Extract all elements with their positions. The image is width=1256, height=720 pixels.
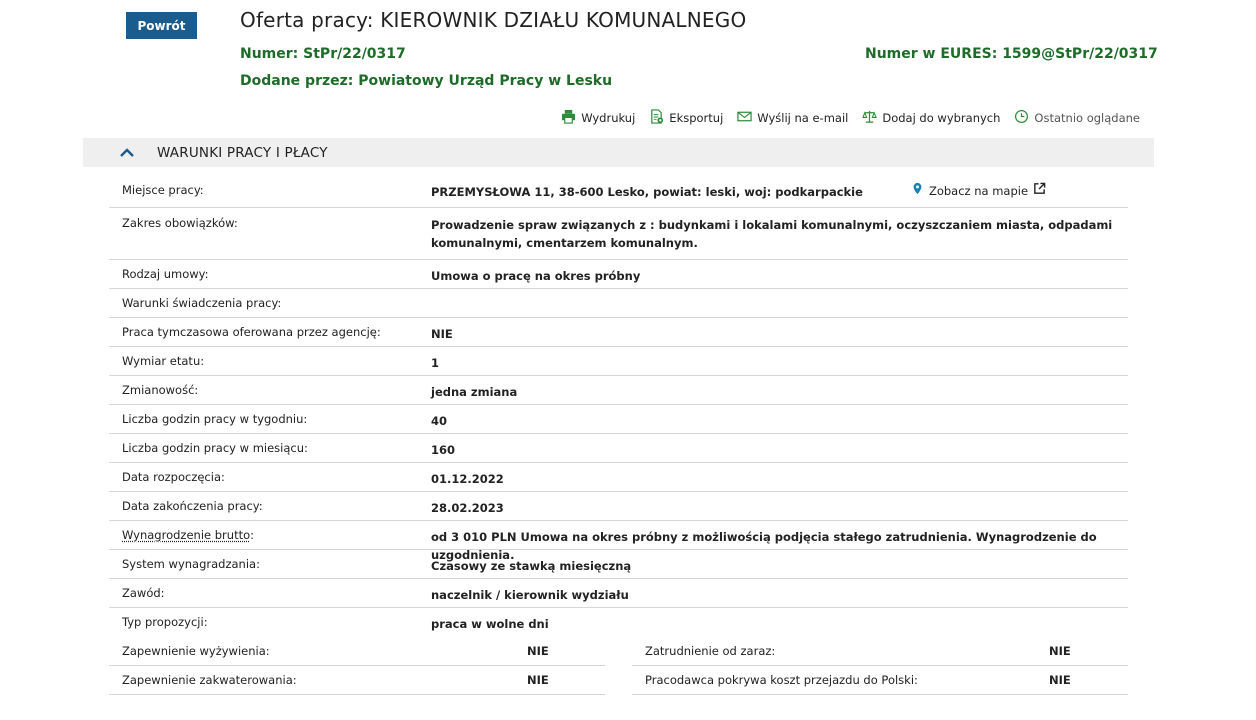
table-row <box>109 175 1128 208</box>
offer-number-value: StPr/22/0317 <box>303 46 406 62</box>
map-pin-icon <box>911 182 924 200</box>
table-row <box>109 318 1128 347</box>
email-button[interactable] <box>737 109 848 127</box>
row-label: Zapewnienie wyżywienia: <box>122 644 270 658</box>
split-row <box>109 666 1128 695</box>
recent-label: Ostatnio oglądane <box>1034 111 1140 125</box>
row-label: Typ propozycji: <box>122 615 208 629</box>
clock-icon <box>1014 109 1029 127</box>
row-value: Prowadzenie spraw związanych z : budynkami i lokalami komunalnymi, oczyszczaniem miasta, odpadami komunalnymi, cmentarzem komunalnym. <box>431 218 1113 250</box>
gross-salary-term[interactable]: Wynagrodzenie brutto <box>122 528 251 542</box>
table-row <box>109 463 1128 492</box>
row-label: Zakres obowiązków: <box>122 216 238 230</box>
row-value: 160 <box>431 443 456 457</box>
eures-number-label: Numer w EURES: <box>865 46 998 62</box>
action-toolbar <box>561 109 1140 127</box>
table-row <box>109 347 1128 376</box>
row-label: Praca tymczasowa oferowana przez agencję: <box>122 325 381 339</box>
row-value: NIE <box>527 644 549 658</box>
row-value <box>431 183 1128 201</box>
row-label: Liczba godzin pracy w tygodniu: <box>122 412 308 426</box>
back-button[interactable]: Powrót <box>126 12 197 39</box>
row-label: Liczba godzin pracy w miesiącu: <box>122 441 308 455</box>
table-row <box>109 637 605 666</box>
table-row <box>109 579 1128 608</box>
row-value: Umowa o pracę na okres próbny <box>431 269 641 283</box>
table-row <box>109 521 1128 562</box>
row-label: Zatrudnienie od zaraz: <box>645 644 776 658</box>
row-label <box>109 528 431 542</box>
eures-number <box>865 46 1158 62</box>
table-row <box>632 637 1128 666</box>
section-title: WARUNKI PRACY I PŁACY <box>157 144 328 161</box>
added-by-value: Powiatowy Urząd Pracy w Lesku <box>358 73 613 89</box>
see-on-map-label: Zobacz na mapie <box>928 184 1029 198</box>
see-on-map-link[interactable] <box>911 182 1046 200</box>
add-to-favorites-button[interactable] <box>862 109 1000 127</box>
print-label: Wydrukuj <box>581 111 636 125</box>
added-by-label: Dodane przez: <box>240 73 354 89</box>
row-value: 28.02.2023 <box>431 501 504 515</box>
offer-number <box>240 46 406 62</box>
table-row <box>109 289 1128 318</box>
row-label: Rodzaj umowy: <box>122 267 209 281</box>
offer-number-label: Numer: <box>240 46 299 62</box>
table-row <box>632 666 1128 695</box>
added-by <box>240 73 612 89</box>
email-label: Wyślij na e-mail <box>757 111 849 125</box>
export-label: Eksportuj <box>669 111 724 125</box>
row-label: Data zakończenia pracy: <box>122 499 263 513</box>
row-value: od 3 010 PLN Umowa na okres próbny z możliwością podjęcia stałego zatrudnienia. Wynagrodzenie do uzgodnienia. <box>431 530 1097 562</box>
table-row <box>109 405 1128 434</box>
row-label: Zapewnienie zakwaterowania: <box>122 673 297 687</box>
row-value: 01.12.2022 <box>431 472 504 486</box>
table-row <box>109 376 1128 405</box>
row-label: Zawód: <box>122 586 165 600</box>
table-row <box>109 434 1128 463</box>
envelope-icon <box>737 109 752 127</box>
table-row <box>109 608 1128 637</box>
row-label: Pracodawca pokrywa koszt przejazdu do Polski: <box>645 673 918 687</box>
row-label: Warunki świadczenia pracy: <box>122 296 282 310</box>
section-header[interactable] <box>83 138 1154 167</box>
row-value: Czasowy ze stawką miesięczną <box>431 559 632 573</box>
printer-icon <box>561 109 576 127</box>
row-label: Wymiar etatu: <box>122 354 205 368</box>
chevron-up-icon[interactable] <box>119 145 135 161</box>
page-title: Oferta pracy: KIEROWNIK DZIAŁU KOMUNALNEGO <box>240 8 747 32</box>
eures-number-value: 1599@StPr/22/0317 <box>1002 46 1158 62</box>
table-row <box>109 666 605 695</box>
table-row <box>109 492 1128 521</box>
export-icon <box>649 109 664 127</box>
label-colon: : <box>250 528 254 542</box>
row-value: NIE <box>527 673 549 687</box>
split-row <box>109 637 1128 666</box>
export-button[interactable] <box>649 109 723 127</box>
scales-icon <box>862 109 877 127</box>
row-value: NIE <box>1049 673 1071 687</box>
row-value: praca w wolne dni <box>431 617 549 631</box>
row-label: Zmianowość: <box>122 383 199 397</box>
row-label: Data rozpoczęcia: <box>122 470 225 484</box>
external-link-icon <box>1033 182 1046 200</box>
row-value: jedna zmiana <box>431 385 518 399</box>
table-row <box>109 208 1128 260</box>
workplace-address: PRZEMYSŁOWA 11, 38-600 Lesko, powiat: leski, woj: podkarpackie <box>431 185 863 199</box>
row-value: NIE <box>1049 644 1071 658</box>
print-button[interactable] <box>561 109 635 127</box>
row-value: 40 <box>431 414 448 428</box>
row-value: 1 <box>431 356 440 370</box>
row-label: Miejsce pracy: <box>122 183 204 197</box>
conditions-table <box>109 175 1128 695</box>
row-value: naczelnik / kierownik wydziału <box>431 588 629 602</box>
favorites-label: Dodaj do wybranych <box>882 111 1001 125</box>
row-value: NIE <box>431 327 453 341</box>
recently-viewed-button[interactable] <box>1014 109 1140 127</box>
row-label: System wynagradzania: <box>122 557 260 571</box>
table-row <box>109 260 1128 289</box>
